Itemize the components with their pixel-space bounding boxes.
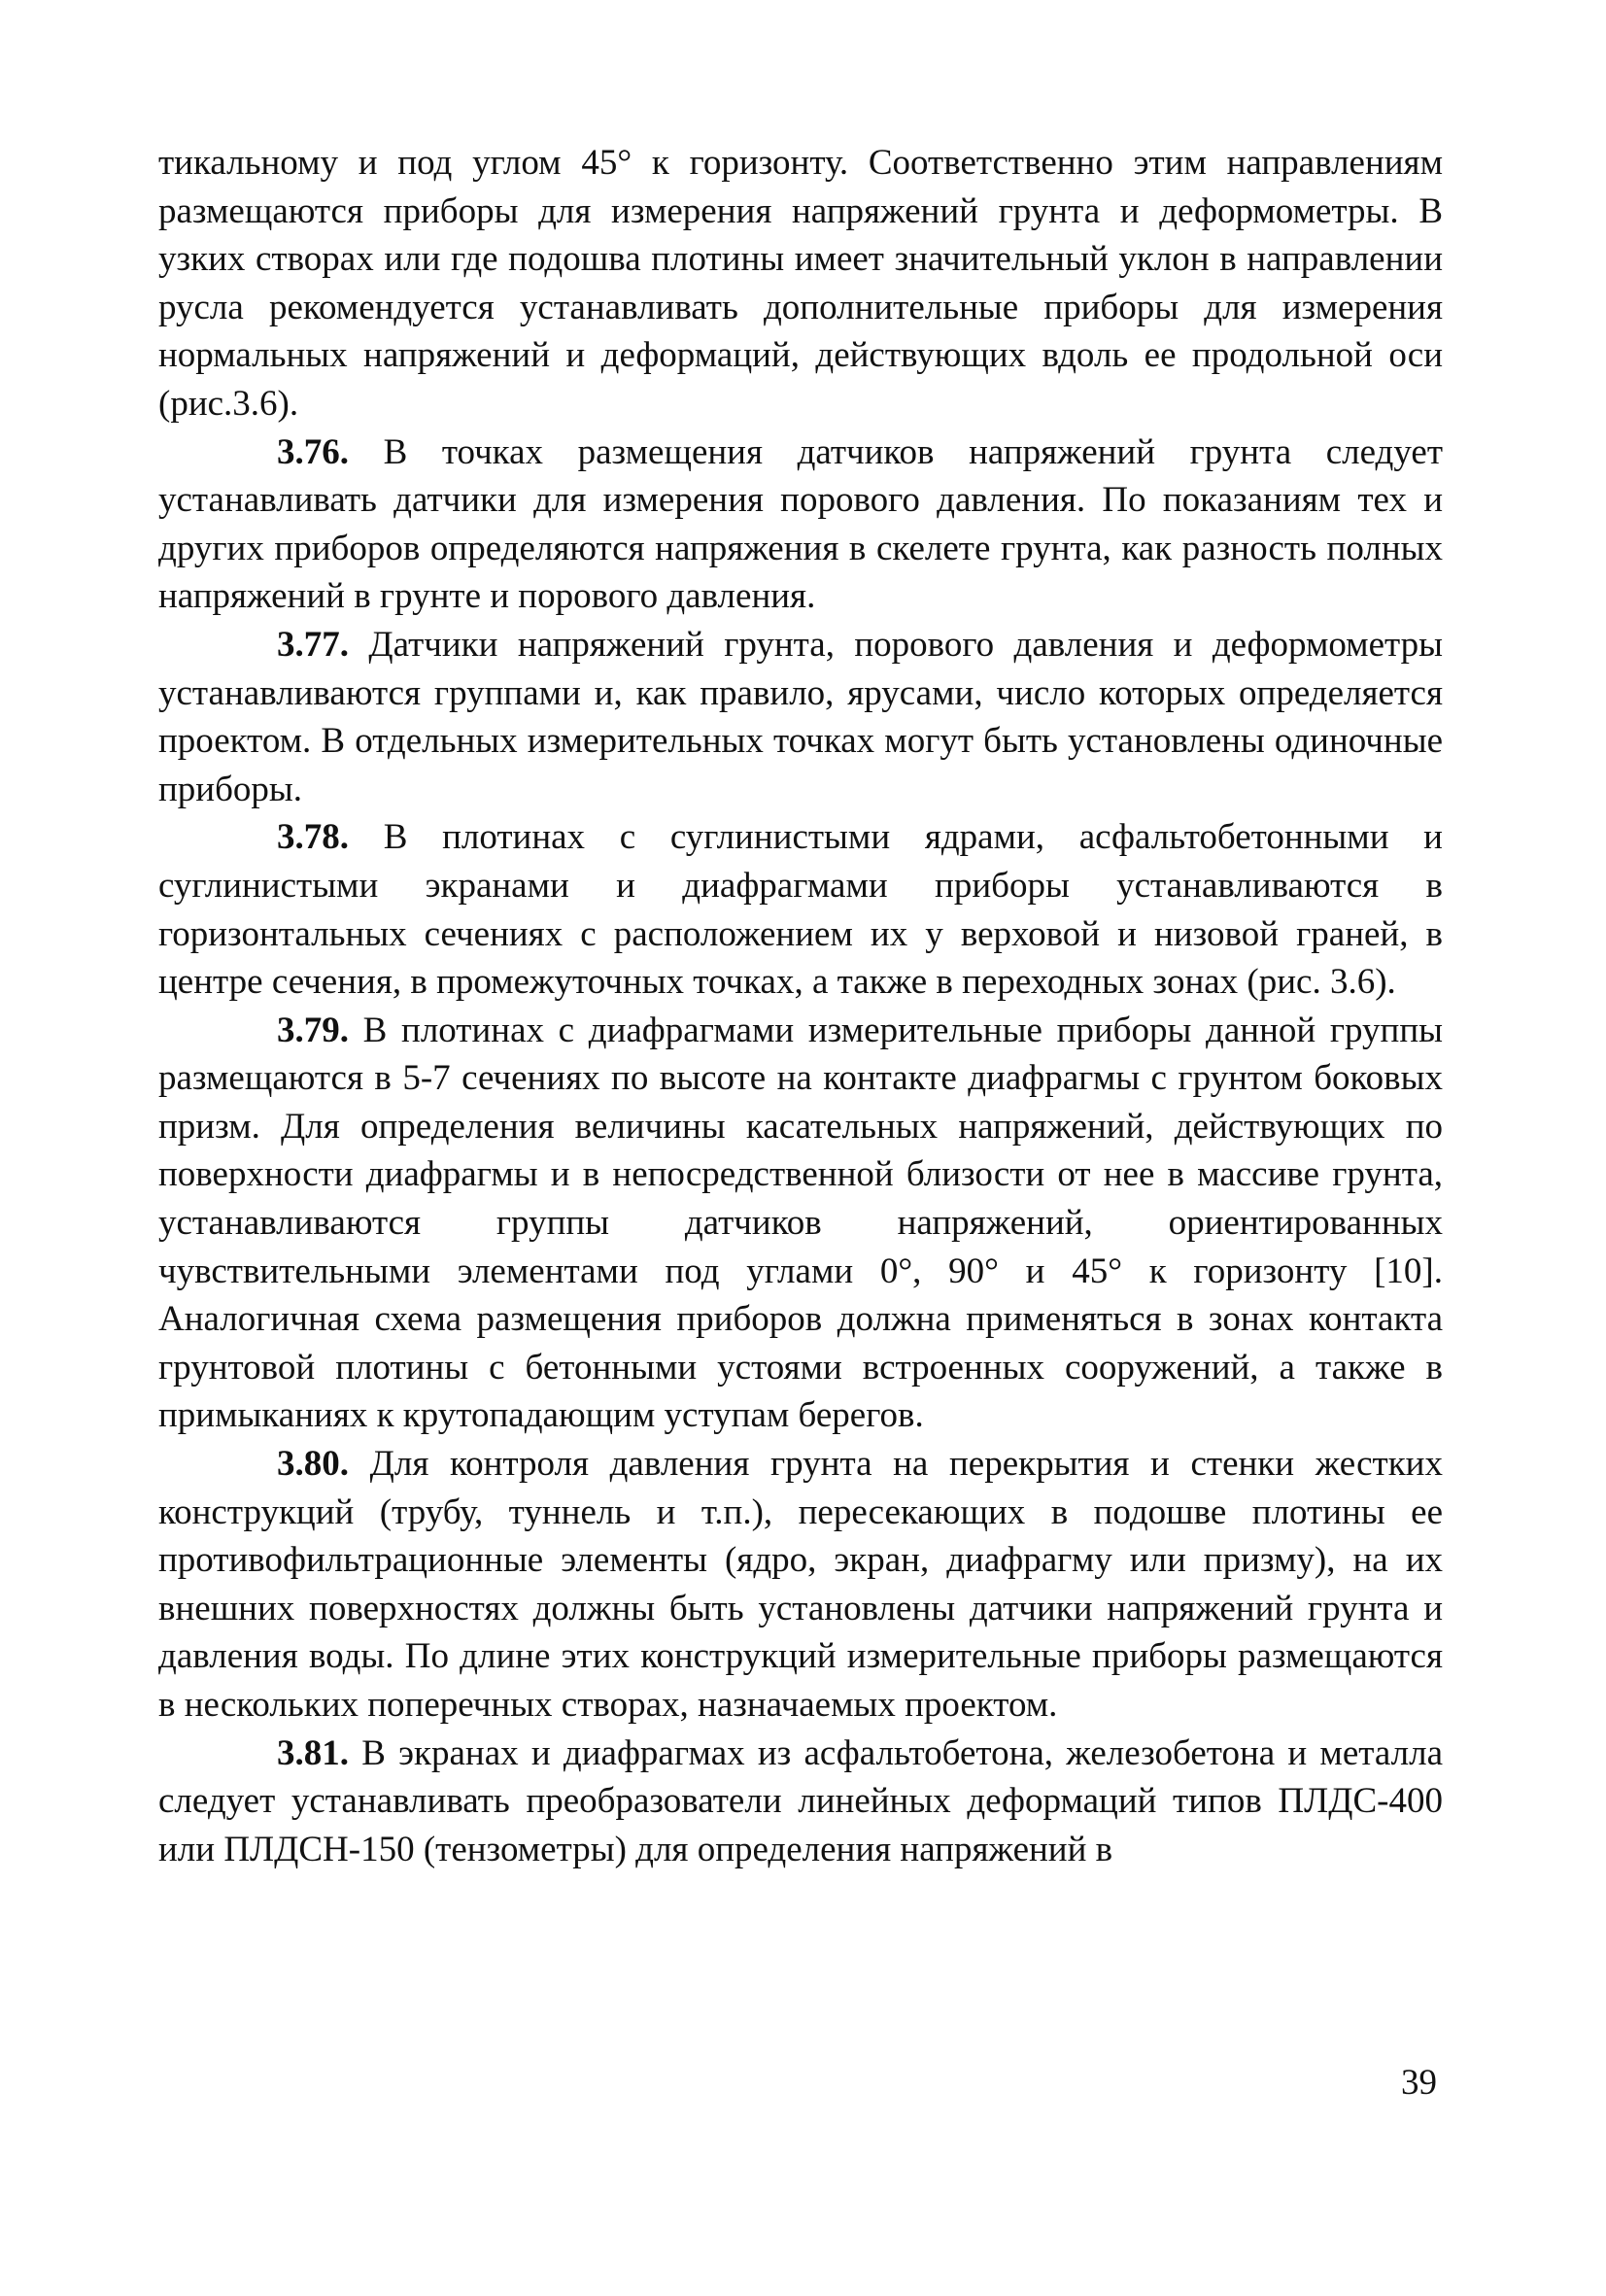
paragraph-number: 3.77.: [277, 624, 349, 665]
paragraph-number: 3.76.: [277, 431, 349, 472]
paragraph-3-78: [158, 813, 1443, 1006]
body-text: [158, 139, 1443, 1873]
page-number: 39: [1401, 2063, 1437, 2103]
paragraph-number: 3.78.: [277, 817, 349, 858]
paragraph-text: В экранах и диафрагмах из асфальтобетона, железобетона и металла следует устанавливать преобразователи линейных деформаций типов ПЛДС-400 или ПЛДСН-150 (тензометры) для определения напряжений в: [158, 1732, 1443, 1869]
paragraph-3-81: [158, 1730, 1443, 1874]
paragraph-text: В плотинах с суглинистыми ядрами, асфальтобетонными и суглинистыми экранами и диафрагмами приборы устанавливаются в горизонтальных сечениях с расположением их у верховой и низовой граней, в центре сечения, в промежуточных точках, а также в переходных зонах (рис. 3.6).: [158, 817, 1443, 1003]
paragraph-number: 3.81.: [277, 1732, 349, 1773]
continuation-paragraph: тикальному и под углом 45° к горизонту. Соответственно этим направлениям размещаются приборы для измерения напряжений грунта и деформометры. В узких створах или где подошва плотины имеет значительный уклон в направлении русла рекомендуется устанавливать дополнительные приборы для измерения нормальных напряжений и деформаций, действующих вдоль ее продольной оси (рис.3.6).: [158, 143, 1443, 424]
paragraph-3-79: [158, 1007, 1443, 1440]
paragraph-3-80: [158, 1440, 1443, 1730]
paragraph-text: Датчики напряжений грунта, порового давления и деформометры устанавливаются группами и, как правило, ярусами, число которых определяется проектом. В отдельных измерительных точках могут быть установлены одиночные приборы.: [158, 624, 1443, 809]
paragraph-number: 3.80.: [277, 1444, 349, 1485]
paragraph-text: В плотинах с диафрагмами измерительные приборы данной группы размещаются в 5-7 сечениях по высоте на контакте диафрагмы с грунтом боковых призм. Для определения величины касательных напряжений, действующих по поверхности диафрагмы и в непосредственной близости от нее в массиве грунта, устанавливаются группы датчиков напряжений, ориентированных чувствительными элементами под углами 0°, 90° и 45° к горизонту [10]. Аналогичная схема размещения приборов должна применяться в зонах контакта грунтовой плотины с бетонными устоями встроенных сооружений, а также в примыканиях к крутопадающим уступам берегов.: [158, 1010, 1443, 1436]
paragraph-text: В точках размещения датчиков напряжений грунта следует устанавливать датчики для измерения порового давления. По показаниям тех и других приборов определяются напряжения в скелете грунта, как разность полных напряжений в грунте и порового давления.: [158, 431, 1443, 617]
paragraph-3-77: [158, 621, 1443, 813]
paragraph-text: Для контроля давления грунта на перекрытия и стенки жестких конструкций (трубу, туннель и т.п.), пересекающих в подошве плотины ее противофильтрационные элементы (ядро, экран, диафрагму или призму), на их внешних поверхностях должны быть установлены датчики напряжений грунта и давления воды. По длине этих конструкций измерительные приборы размещаются в нескольких поперечных створах, назначаемых проектом.: [158, 1444, 1443, 1725]
paragraph-3-76: [158, 428, 1443, 621]
paragraph-number: 3.79.: [277, 1010, 349, 1050]
